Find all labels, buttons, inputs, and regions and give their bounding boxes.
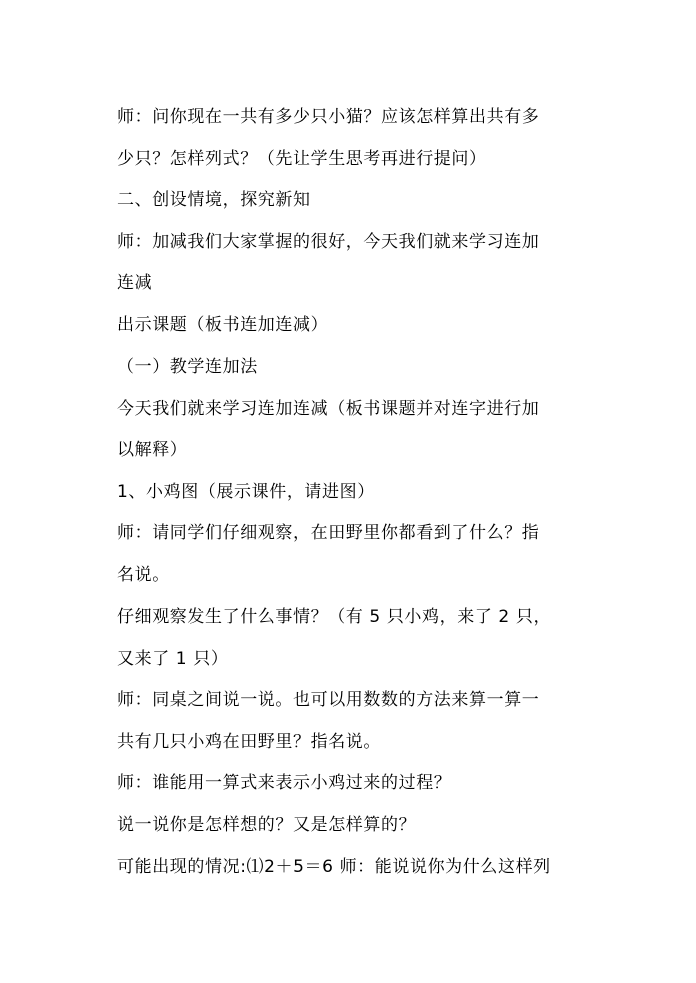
text-line: 共有几只小鸡在田野里？指名说。 (117, 732, 381, 752)
text-line: 少只？怎样列式？（先让学生思考再进行提问） (117, 149, 487, 169)
text-line: 师：请同学们仔细观察，在田野里你都看到了什么？指 (117, 523, 540, 543)
text-line: 1、小鸡图（展示课件，请进图） (117, 482, 375, 502)
text-line: 可能出现的情况:⑴2＋5＝6 师：能说说你为什么这样列 (117, 857, 551, 877)
text-line: 师：加减我们大家掌握的很好，今天我们就来学习连加 (117, 232, 540, 252)
text-line: 今天我们就来学习连加连减（板书课题并对连字进行加 (117, 399, 540, 419)
subsection-heading: （一）教学连加法 (117, 357, 258, 377)
text-line: 师：同桌之间说一说。也可以用数数的方法来算一算一 (117, 690, 540, 710)
text-line: 师：谁能用一算式来表示小鸡过来的过程？ (117, 773, 452, 793)
text-line: 名说。 (117, 565, 170, 585)
section-heading: 二、创设情境，探究新知 (117, 190, 311, 210)
text-line: 出示课题（板书连加连减） (117, 315, 329, 335)
text-line: 又来了 1 只） (117, 649, 229, 669)
text-line: 连减 (117, 273, 153, 293)
text-line: 说一说你是怎样想的？又是怎样算的？ (117, 815, 417, 835)
text-line: 以解释） (117, 440, 188, 460)
text-line: 师：问你现在一共有多少只小猫？应该怎样算出共有多 (117, 107, 540, 127)
text-line: 仔细观察发生了什么事情？（有 5 只小鸡，来了 2 只， (117, 607, 552, 627)
